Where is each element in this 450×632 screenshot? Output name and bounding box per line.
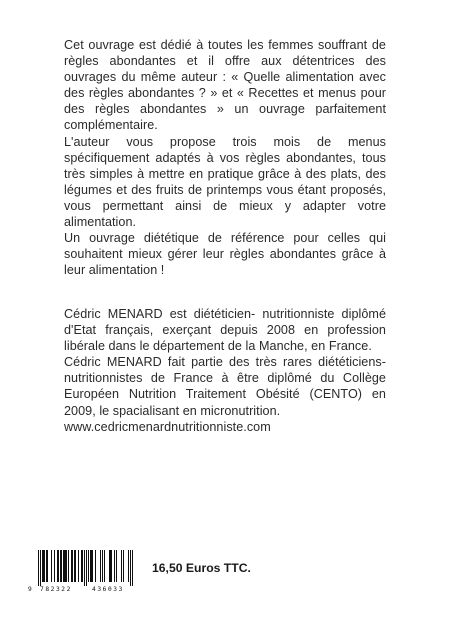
barcode-bar bbox=[42, 550, 43, 582]
barcode-bar bbox=[88, 550, 89, 582]
barcode-bar bbox=[114, 550, 115, 582]
description-paragraph: Un ouvrage diététique de référence pour celles qui souhaitent mieux gérer leur règles abondantes grâce à leur alimentation ! bbox=[64, 231, 386, 278]
author-website: www.cedricmenardnutritionniste.com bbox=[64, 419, 271, 434]
barcode-bar bbox=[58, 550, 59, 582]
barcode-bar bbox=[60, 550, 61, 582]
barcode-bar bbox=[78, 550, 79, 582]
barcode-bar bbox=[102, 550, 103, 582]
barcode-bar bbox=[72, 550, 73, 582]
barcode-bar bbox=[104, 550, 105, 582]
barcode-bar bbox=[63, 550, 64, 582]
barcode-bar bbox=[100, 550, 101, 582]
barcode-bar bbox=[44, 550, 45, 582]
barcode-bar bbox=[68, 550, 69, 582]
book-description bbox=[64, 37, 386, 278]
barcode-bar bbox=[65, 550, 66, 582]
isbn-first-digit: 9 bbox=[28, 586, 33, 593]
barcode-bar bbox=[61, 550, 62, 582]
barcode-bar bbox=[46, 550, 47, 582]
barcode-bar bbox=[116, 550, 117, 582]
price-label: 16,50 Euros TTC. bbox=[152, 561, 251, 575]
barcode-bar bbox=[132, 550, 133, 586]
barcode-bar bbox=[40, 550, 41, 586]
barcode-bar bbox=[92, 550, 93, 582]
isbn-left-group: 782322 bbox=[40, 586, 72, 593]
barcode-bar bbox=[51, 550, 52, 582]
barcode-bar bbox=[81, 550, 82, 582]
author-paragraph: Cédric MENARD fait partie des très rares diététiciens-nutritionnistes de France à être diplômé du Collège Européen Nutrition Traitement Obésité (CENTO) en 2009, le spacialisant en micronutrition. bbox=[64, 355, 386, 418]
barcode-bar bbox=[86, 550, 87, 586]
description-paragraph: L'auteur vous propose trois mois de menus spécifiquement adaptés à vos règles abondantes, tous très simples à mettre en pratique grâce à des plats, des légumes et des fruits de printemps vous étant proposés, vous permettant ainsi de mieux y adapter votre alimentation. bbox=[64, 134, 386, 230]
barcode-bar bbox=[82, 550, 83, 582]
isbn-right-group: 436033 bbox=[92, 586, 124, 593]
barcode-bar bbox=[111, 550, 112, 582]
barcode-bar bbox=[109, 550, 110, 582]
author-bio bbox=[64, 306, 386, 435]
barcode-bar bbox=[123, 550, 124, 582]
barcode-bar bbox=[47, 550, 48, 582]
barcode-bar bbox=[71, 550, 72, 582]
barcode-bar bbox=[84, 550, 85, 586]
barcode-bar bbox=[57, 550, 58, 582]
barcode-bar bbox=[91, 550, 92, 582]
barcode-bar bbox=[43, 550, 44, 582]
barcode-bar bbox=[66, 550, 67, 582]
barcode-bar bbox=[128, 550, 129, 582]
description-paragraph: Cet ouvrage est dédié à toutes les femmes souffrant de règles abondantes et il offre aux détentrices des ouvrages du même auteur : « Quelle alimentation avec des règles abondantes ? » et « Recettes et menus pour des règles abondantes » un ouvrage parfaitement complémentaire. bbox=[64, 38, 386, 133]
barcode-bar bbox=[64, 550, 65, 582]
barcode-bar bbox=[54, 550, 55, 582]
barcode-bar bbox=[130, 550, 131, 586]
barcode-bar bbox=[110, 550, 111, 582]
barcode-bar bbox=[75, 550, 76, 582]
barcode-bar bbox=[121, 550, 122, 582]
barcode-bar bbox=[74, 550, 75, 582]
barcode-bar bbox=[38, 550, 39, 586]
barcode-bar bbox=[95, 550, 96, 582]
author-paragraph: Cédric MENARD est diététicien- nutritionniste diplômé d'Etat français, exerçant depuis 2008 en profession libérale dans le département de la Manche, en France. bbox=[64, 307, 386, 354]
barcode-bar bbox=[90, 550, 91, 582]
